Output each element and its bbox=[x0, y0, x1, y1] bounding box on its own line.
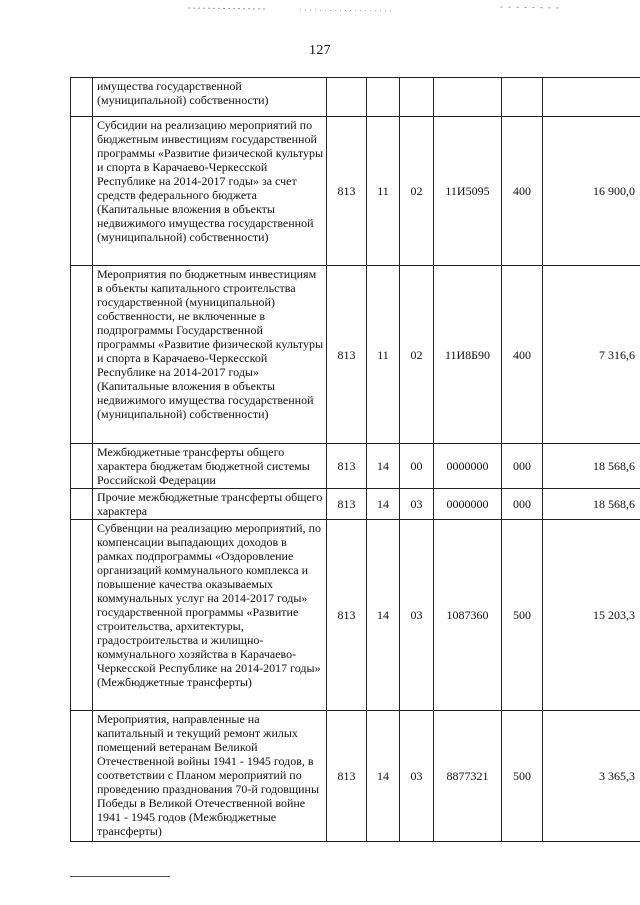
expense-type-cell: 500 bbox=[502, 520, 543, 711]
name-cell: Субвенции на реализацию мероприятий, по компенсации выпадающих доходов в рамках подпрограммы «Оздоровление организаций коммунального комплекса и повышение качества оказываемых коммунальных услуг на 2014-2017 годы» государственной программы «Развитие строительства, архитектуры, градостроительства и жилищно-коммунального хозяйства в Карачаево-Черкесской Республике на 2014-2017 годы» (Межбюджетные трансферты) bbox=[93, 520, 327, 711]
row-number-cell bbox=[71, 520, 93, 711]
expense-type-cell: 400 bbox=[502, 266, 543, 444]
ministry-code-cell: 813 bbox=[327, 711, 367, 842]
scan-noise-marks bbox=[0, 0, 640, 20]
name-cell: Прочие межбюджетные трансферты общего характера bbox=[93, 489, 327, 520]
table-row bbox=[71, 489, 640, 520]
target-article-cell: 11И8Б90 bbox=[434, 266, 502, 444]
table-row bbox=[71, 266, 640, 444]
amount-cell: 16 900,0 bbox=[543, 117, 640, 266]
name-cell: Мероприятия по бюджетным инвестициям в объекты капитального строительства государственной (муниципальной) собственности, не включенные в подпрограммы Государственной программы «Развитие физической культуры и спорта в Карачаево-Черкесской Республике на 2014-2017 годы» (Капитальные вложения в объекты недвижимого имущества государственной (муниципальной) собственности) bbox=[93, 266, 327, 444]
amount-cell: 15 203,3 bbox=[543, 520, 640, 711]
target-article-cell: 11И5095 bbox=[434, 117, 502, 266]
section-code-cell bbox=[367, 78, 400, 117]
ministry-code-cell: 813 bbox=[327, 444, 367, 489]
ministry-code-cell: 813 bbox=[327, 117, 367, 266]
budget-table bbox=[70, 77, 640, 842]
row-number-cell bbox=[71, 266, 93, 444]
table-row bbox=[71, 711, 640, 842]
target-article-cell: 0000000 bbox=[434, 444, 502, 489]
target-article-cell bbox=[434, 78, 502, 117]
section-code-cell: 14 bbox=[367, 711, 400, 842]
amount-cell: 18 568,6 bbox=[543, 444, 640, 489]
row-number-cell bbox=[71, 489, 93, 520]
expense-type-cell: 000 bbox=[502, 489, 543, 520]
row-number-cell bbox=[71, 711, 93, 842]
row-number-cell bbox=[71, 78, 93, 117]
expense-type-cell: 400 bbox=[502, 117, 543, 266]
name-cell: имущества государственной (муниципальной) собственности) bbox=[93, 78, 327, 117]
amount-cell: 18 568,6 bbox=[543, 489, 640, 520]
ministry-code-cell: 813 bbox=[327, 266, 367, 444]
amount-cell: 3 365,3 bbox=[543, 711, 640, 842]
subsection-code-cell: 02 bbox=[400, 117, 434, 266]
ministry-code-cell: 813 bbox=[327, 520, 367, 711]
row-number-cell bbox=[71, 444, 93, 489]
section-code-cell: 11 bbox=[367, 117, 400, 266]
amount-cell bbox=[543, 78, 640, 117]
ministry-code-cell: 813 bbox=[327, 489, 367, 520]
table-row bbox=[71, 117, 640, 266]
expense-type-cell: 000 bbox=[502, 444, 543, 489]
subsection-code-cell bbox=[400, 78, 434, 117]
subsection-code-cell: 02 bbox=[400, 266, 434, 444]
section-code-cell: 11 bbox=[367, 266, 400, 444]
target-article-cell: 8877321 bbox=[434, 711, 502, 842]
section-code-cell: 14 bbox=[367, 489, 400, 520]
subsection-code-cell: 03 bbox=[400, 489, 434, 520]
subsection-code-cell: 00 bbox=[400, 444, 434, 489]
page-number: 127 bbox=[309, 43, 331, 58]
name-cell: Межбюджетные трансферты общего характера бюджетам бюджетной системы Российской Федерации bbox=[93, 444, 327, 489]
ministry-code-cell bbox=[327, 78, 367, 117]
amount-cell: 7 316,6 bbox=[543, 266, 640, 444]
table-row bbox=[71, 444, 640, 489]
expense-type-cell: 500 bbox=[502, 711, 543, 842]
subsection-code-cell: 03 bbox=[400, 520, 434, 711]
section-code-cell: 14 bbox=[367, 520, 400, 711]
expense-type-cell bbox=[502, 78, 543, 117]
name-cell: Мероприятия, направленные на капитальный и текущий ремонт жилых помещений ветеранам Великой Отечественной войны 1941 - 1945 годов, в соответствии с Планом мероприятий по проведению празднования 70-й годовщины Победы в Великой Отечественной войне 1941 - 1945 годов (Межбюджетные трансферты) bbox=[93, 711, 327, 842]
bottom-rule bbox=[70, 876, 170, 877]
section-code-cell: 14 bbox=[367, 444, 400, 489]
row-number-cell bbox=[71, 117, 93, 266]
target-article-cell: 0000000 bbox=[434, 489, 502, 520]
name-cell: Субсидии на реализацию мероприятий по бюджетным инвестициям государственной программы «Развитие физической культуры и спорта в Карачаево-Черкесской Республике на 2014-2017 годы» за счет средств федерального бюджета (Капитальные вложения в объекты недвижимого имущества государственной (муниципальной) собственности) bbox=[93, 117, 327, 266]
target-article-cell: 1087360 bbox=[434, 520, 502, 711]
table-row bbox=[71, 78, 640, 117]
table-row bbox=[71, 520, 640, 711]
subsection-code-cell: 03 bbox=[400, 711, 434, 842]
